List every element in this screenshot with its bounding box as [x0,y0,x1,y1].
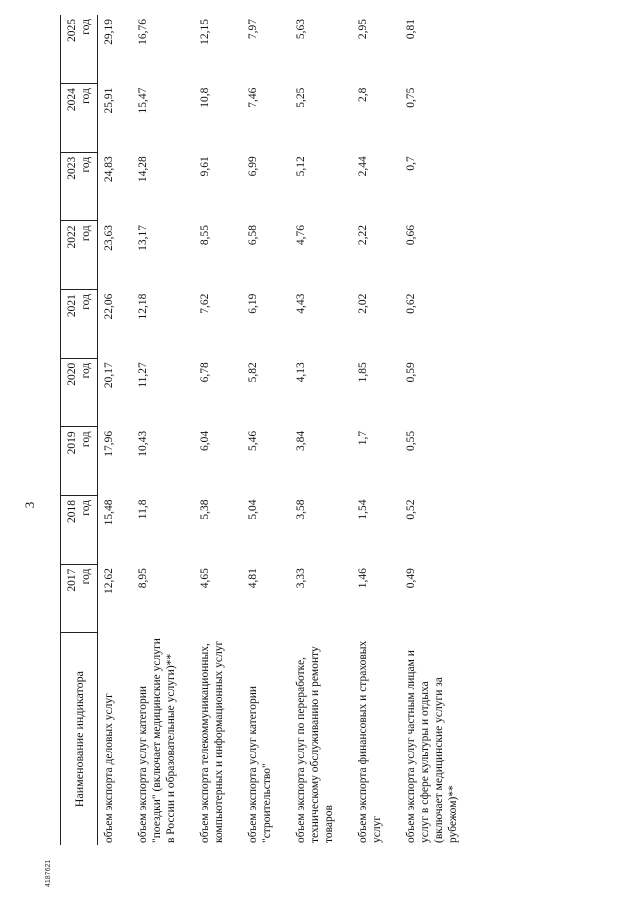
year-label: 2023 [66,156,78,180]
indicator-value: 5,82 [247,362,260,383]
indicator-value: 7,97 [247,19,260,40]
table-row [122,15,184,845]
indicator-value: 12,18 [137,293,150,320]
indicator-value: 3,58 [295,499,308,520]
indicator-value: 0,55 [405,430,418,451]
header-row [61,15,98,845]
indicator-value: 2,95 [357,19,370,40]
indicator-value: 17,96 [103,430,116,457]
indicator-value: 2,02 [357,293,370,314]
year-label: 2022 [66,225,78,249]
year-column-header [61,564,98,633]
indicator-value: 1,85 [357,362,370,383]
indicator-value: 15,47 [137,87,150,114]
indicator-value: 8,55 [199,224,212,246]
name-column-header: Наименование индикатора [61,633,98,845]
indicator-value: 0,81 [405,19,418,40]
indicator-value: 11,27 [137,362,150,388]
year-column-header [61,221,98,290]
year-label: 2025 [66,19,78,42]
year-unit: год [80,362,93,379]
indicator-value: 0,7 [405,156,418,171]
indicator-value: 29,19 [103,19,116,45]
indicator-value: 4,65 [199,568,212,589]
rotated-page-content [22,15,490,845]
table-body [98,15,467,845]
indicator-value: 23,63 [103,224,116,251]
year-unit: год [80,568,93,585]
indicator-value: 24,83 [103,156,116,183]
year-label: 2024 [66,88,78,112]
indicator-value: 14,28 [137,156,150,183]
indicator-value: 2,22 [357,224,370,246]
indicator-name: объем экспорта услуг категории "поездки" (включает медицинские услуги в России и образовательные услуги)** [137,638,178,843]
indicator-value: 6,99 [247,156,260,177]
indicator-value: 12,62 [103,568,116,595]
year-column-header [61,152,98,221]
indicator-value: 3,84 [295,430,308,451]
indicator-value: 7,46 [247,87,260,108]
indicator-value: 6,78 [199,362,212,383]
indicator-value: 20,17 [103,362,116,389]
year-label: 2018 [66,500,78,523]
indicator-name: объем экспорта услуг частным лицам и услуг в сфере культуры и отдыха (включает медицинские услуги за рубежом)** [405,650,460,843]
table-row [98,15,123,845]
indicator-value: 12,15 [199,19,212,45]
year-label: 2021 [66,294,78,318]
indicator-value: 4,43 [295,293,308,314]
indicator-value: 7,62 [199,293,212,314]
indicator-value: 2,8 [357,87,370,103]
year-unit: год [80,431,93,448]
indicator-value: 25,91 [103,87,116,114]
table-row [232,15,280,845]
year-label: 2020 [66,362,78,386]
indicator-value: 6,58 [247,224,260,246]
year-label: 2019 [66,431,78,455]
table-row [390,15,466,845]
indicator-value: 5,25 [295,87,308,108]
year-column-header [61,15,98,84]
year-column-header [61,290,98,359]
indicator-name: объем экспорта услуг по переработке, техническому обслуживанию и ремонту товаров [295,646,336,843]
indicator-name: объем экспорта деловых услуг [103,693,116,843]
indicator-table [60,15,466,845]
indicator-value: 15,48 [103,499,116,526]
indicator-value: 5,63 [295,19,308,40]
indicator-value: 5,38 [199,499,212,520]
indicator-value: 0,66 [405,224,418,246]
year-unit: год [80,156,93,173]
indicator-value: 4,13 [295,362,308,383]
indicator-value: 6,19 [247,293,260,314]
indicator-value: 22,06 [103,293,116,320]
table-row [342,15,390,845]
year-unit: год [80,225,93,242]
indicator-value: 1,7 [357,430,370,446]
year-label: 2017 [66,568,78,592]
indicator-value: 0,75 [405,87,418,108]
year-unit: год [80,500,93,516]
indicator-value: 11,8 [137,499,150,520]
year-unit: год [80,19,93,35]
year-unit: год [80,88,93,104]
indicator-name: объем экспорта финансовых и страховых услуг [357,640,384,843]
indicator-value: 1,54 [357,499,370,520]
indicator-value: 0,59 [405,362,418,383]
indicator-value: 9,61 [199,156,212,177]
indicator-value: 3,33 [295,568,308,589]
year-column-header [61,496,98,565]
indicator-value: 6,04 [199,430,212,451]
indicator-value: 16,76 [137,19,150,45]
indicator-value: 5,12 [295,156,308,177]
indicator-value: 4,81 [247,568,260,589]
indicator-value: 4,76 [295,224,308,246]
year-column-header [61,84,98,153]
indicator-value: 8,95 [137,568,150,589]
indicator-value: 5,04 [247,499,260,520]
indicator-value: 5,46 [247,430,260,451]
indicator-value: 0,52 [405,499,418,520]
year-unit: год [80,294,93,310]
page-number: 3 [22,501,37,509]
indicator-value: 0,49 [405,568,418,589]
table-header [61,15,98,845]
table-row [280,15,342,845]
indicator-value: 0,62 [405,293,418,314]
document-code: 4187621 [45,859,52,887]
indicator-name: объем экспорта телекоммуникационных, компьютерных и информационных услуг [199,640,226,843]
year-column-header [61,427,98,496]
indicator-value: 1,46 [357,568,370,589]
indicator-value: 2,44 [357,156,370,177]
indicator-value: 10,43 [137,430,150,457]
indicator-value: 13,17 [137,224,150,251]
indicator-value: 10,8 [199,87,212,108]
year-column-header [61,358,98,427]
indicator-name: объем экспорта услуг категории "строительство" [247,685,274,843]
table-row [184,15,232,845]
